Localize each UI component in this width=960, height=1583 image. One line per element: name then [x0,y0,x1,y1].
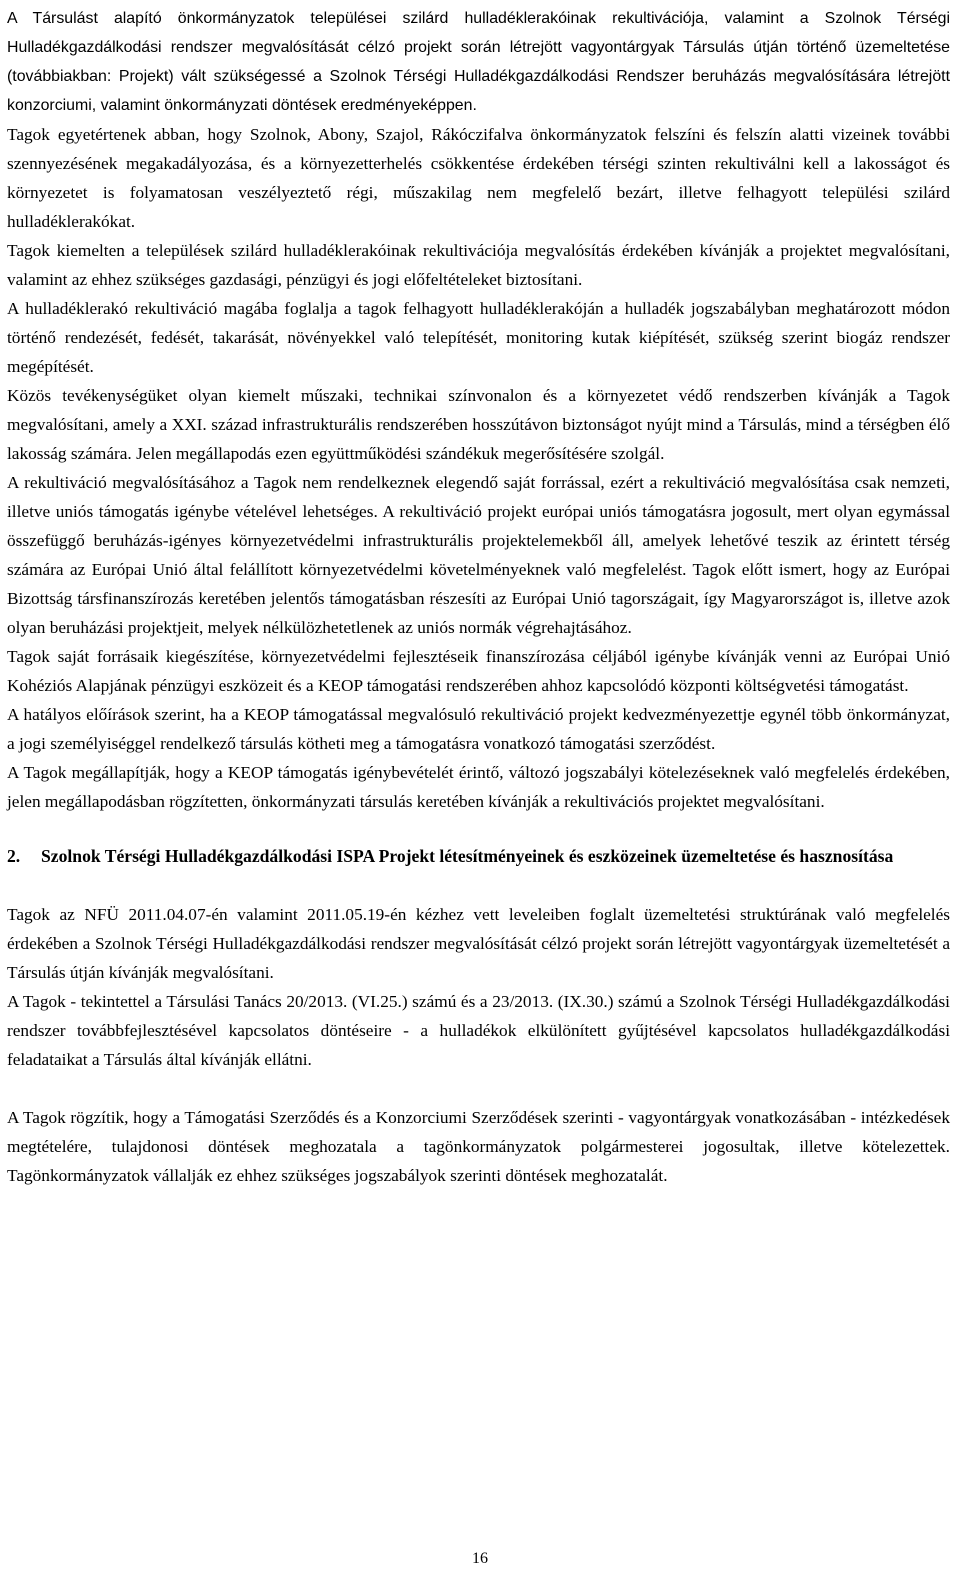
intro-paragraph-7: Tagok saját forrásaik kiegészítése, környezetvédelmi fejlesztéseik finanszírozása céljából igénybe kívánják venni az Európai Unió Kohéziós Alapjának pénzügyi eszközeit és a KEOP támogatási rendszerében ahhoz kapcsolódó központi költségvetési támogatást. [7,647,950,695]
intro-paragraph-3: Tagok kiemelten a települések szilárd hulladéklerakóinak rekultivációja megvalósítás érdekében kívánják a projektet megvalósítani, valamint az ehhez szükséges gazdasági, pénzügyi és jogi előfeltételeket biztosítani. [7,241,950,289]
intro-paragraph-5: Közös tevékenységüket olyan kiemelt műszaki, technikai színvonalon és a környezetet védő rendszerben kívánják a Tagok megvalósítani, amely a XXI. század infrastrukturális rendszerében hosszútávon biztonságot nyújt mind a Társulás, mind a térségben élő lakosság számára. Jelen megállapodás ezen együttműködési szándékuk megerősítésére szolgál. [7,386,950,463]
section-paragraph-2: A Tagok - tekintettel a Társulási Tanács 20/2013. (VI.25.) számú és a 23/2013. (IX.30.) számú a Szolnok Térségi Hulladékgazdálkodási rendszer továbbfejlesztésével kapcsolatos döntéseire - a hulladékok elkülönített gyűjtésével kapcsolatos hulladékgazdálkodási feladataikat a Társulás által kívánják ellátni. [7,992,950,1069]
intro-paragraph-9: A Tagok megállapítják, hogy a KEOP támogatás igénybevételét érintő, változó jogszabályi kötelezéseknek való megfelelés érdekében, jelen megállapodásban rögzítetten, önkormányzati társulás keretében kívánják a rekultivációs projektet megvalósítani. [7,763,950,811]
section-paragraph-3: A Tagok rögzítik, hogy a Támogatási Szerződés és a Konzorciumi Szerződések szerinti - vagyontárgyak vonatkozásában - intézkedések megtételére, tulajdonosi döntések meghozatala a tagönkormányzatok polgármesterei jogosultak, illetve kötelezettek. Tagönkormányzatok vállalják ez ehhez szükséges jogszabályok szerinti döntések meghozatalát. [7,1108,950,1185]
section-paragraph-1: Tagok az NFÜ 2011.04.07-én valamint 2011.05.19-én kézhez vett leveleiben foglalt üzemeltetési struktúrának való megfelelés érdekében a Szolnok Térségi Hulladékgazdálkodási rendszer megvalósítását célzó projekt során létrejött vagyontárgyak üzemeltetését a Társulás útján kívánják megvalósítani. [7,905,950,982]
intro-paragraph-4: A hulladéklerakó rekultiváció magába foglalja a tagok felhagyott hulladéklerakóján a hulladék jogszabályban meghatározott módon történő rendezését, fedését, takarását, növényekkel való telepítését, monitoring kutak kiépítését, szükség szerint biogáz rendszer megépítését. [7,299,950,376]
intro-paragraph-2: Tagok egyetértenek abban, hogy Szolnok, Abony, Szajol, Rákóczifalva önkormányzatok felszíni és felszín alatti vizeinek további szennyezésének megakadályozása, és a környezetterhelés csökkentése érdekében térségi szinten rekultiválni kell a lakosságot és környezetet is folyamatosan veszélyeztető régi, műszakilag nem megfelelő bezárt, illetve felhagyott települési szilárd hulladéklerakókat. [7,125,950,231]
section-number: 2. [7,846,21,866]
page-number: 16 [472,1550,488,1567]
section-title: Szolnok Térségi Hulladékgazdálkodási ISPA Projekt létesítményeinek és eszközeinek üzemeltetése és hasznosítása [41,846,894,866]
section-heading [7,844,950,869]
intro-paragraph-8: A hatályos előírások szerint, ha a KEOP támogatással megvalósuló rekultiváció projekt kedvezményezettje egynél több önkormányzat, a jogi személyiséggel rendelkező társulás kötheti meg a támogatásra vonatkozó támogatási szerződést. [7,705,950,753]
intro-paragraph-6: A rekultiváció megvalósításához a Tagok nem rendelkeznek elegendő saját forrással, ezért a rekultiváció megvalósítása csak nemzeti, illetve uniós támogatás igénybe vételével lehetséges. A rekultiváció projekt európai uniós támogatásra jogosult, mert olyan egymással összefüggő beruházás-igényes környezetvédelmi infrastrukturális projektelemekből áll, amelyek lehetővé teszik az érintett térség számára az Európai Unió által felállított környezetvédelmi követelményeknek való megfelelést. Tagok előtt ismert, hogy az Európai Bizottság társfinanszírozás keretében jelentős támogatásban részesíti az Európai Unió tagországait, így Magyarországot is, illetve azok olyan beruházási projektjeit, melyek nélkülözhetetlenek az uniós normák végrehajtásához. [7,473,950,637]
document-page [7,4,950,1190]
intro-paragraph-1: A Társulást alapító önkormányzatok települései szilárd hulladéklerakóinak rekultivációja, valamint a Szolnok Térségi Hulladékgazdálkodási rendszer megvalósítását célzó projekt során létrejött vagyontárgyak Társulás útján történő üzemeltetése (továbbiakban: Projekt) vált szükségessé a Szolnok Térségi Hulladékgazdálkodási Rendszer beruházás megvalósítására létrejött konzorciumi, valamint önkormányzati döntések eredményeképpen. [7,10,950,114]
